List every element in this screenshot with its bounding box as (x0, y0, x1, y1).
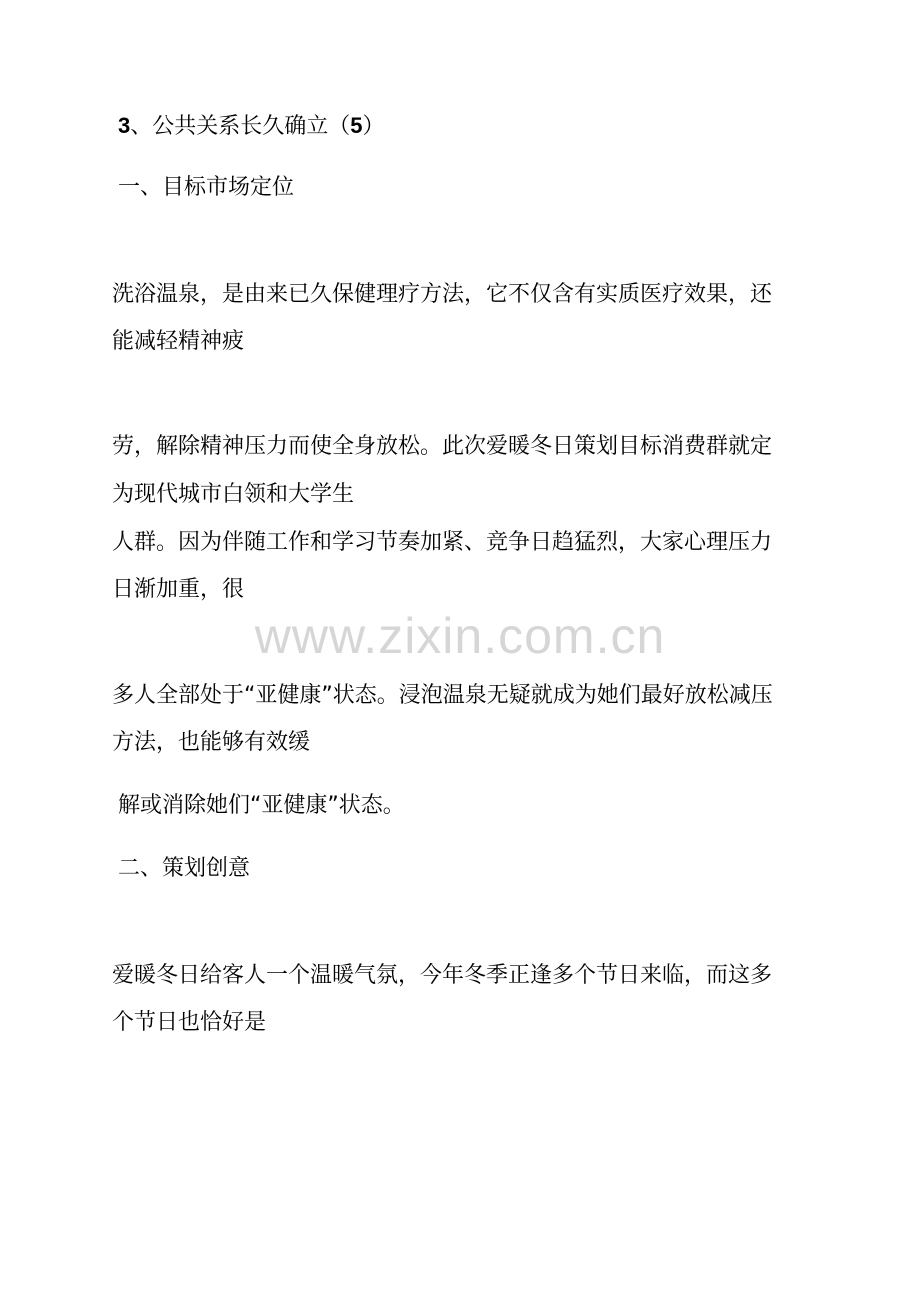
section-title-creative: 二、策划创意 (118, 856, 251, 881)
watermark: www.zixin.com.cn (254, 608, 666, 664)
heading-text: 、公共关系长久确立（ (130, 114, 351, 139)
paragraph-line: 方法，也能够有效缓 (112, 730, 311, 755)
paragraph-line: 为现代城市白领和大学生 (112, 482, 355, 507)
paragraph-line: 多人全部处于“亚健康”状态。浸泡温泉无疑就成为她们最好放松减压 (112, 683, 773, 708)
heading-close: ） (362, 114, 385, 139)
heading-line (118, 111, 385, 142)
paragraph-line: 个节日也恰好是 (112, 1010, 267, 1035)
paragraph-line: 能减轻精神疲 (112, 329, 245, 354)
paragraph-line: 劳，解除精神压力而使全身放松。此次爱暖冬日策划目标消费群就定 (112, 434, 773, 459)
paragraph-line: 爱暖冬日给客人一个温暖气氛，今年冬季正逢多个节日来临，而这多 (112, 963, 773, 988)
heading-count: 5 (350, 113, 363, 138)
section-title-market: 一、目标市场定位 (118, 175, 295, 200)
paragraph-line: 日渐加重，很 (112, 577, 245, 602)
paragraph-line: 洗浴温泉，是由来已久保健理疗方法，它不仅含有实质医疗效果，还 (112, 282, 773, 307)
paragraph-line: 解或消除她们“亚健康”状态。 (118, 793, 405, 818)
paragraph-line: 人群。因为伴随工作和学习节奏加紧、竞争日趋猛烈，大家心理压力 (112, 530, 773, 555)
heading-number: 3 (118, 113, 131, 138)
